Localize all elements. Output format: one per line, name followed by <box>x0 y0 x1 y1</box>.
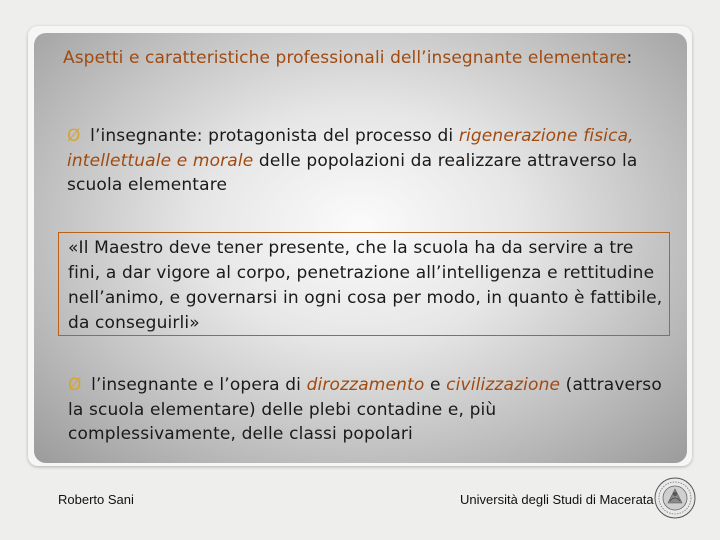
bullet-paragraph-2 <box>68 373 668 447</box>
slide-title-colon: : <box>626 48 633 68</box>
bullet1-text-after: delle popolazioni da realizzare attraverso la scuola elementare <box>67 150 638 195</box>
footer-author: Roberto Sani <box>58 492 134 507</box>
slide-title <box>63 46 663 70</box>
bullet2-text-b: e <box>424 375 447 395</box>
bullet2-text-c: (attraverso la scuola elementare) delle plebi contadine e, più complessivamente, delle classi popolari <box>68 375 662 444</box>
bullet2-emphasis-b: civilizzazione <box>446 375 561 395</box>
bullet1-emphasis: rigenerazione fisica, intellettuale e morale <box>67 126 634 171</box>
arrow-bullet-icon: Ø <box>67 126 81 146</box>
bullet2-emphasis-a: dirozzamento <box>306 375 425 395</box>
slide-title-text: Aspetti e caratteristiche professionali dell’insegnante elementare <box>63 48 627 68</box>
bullet1-text-before: l’insegnante: protagonista del processo di <box>84 126 459 146</box>
arrow-bullet-icon: Ø <box>68 375 82 395</box>
quote-box <box>58 232 670 336</box>
footer-institution: Università degli Studi di Macerata <box>460 492 654 507</box>
bullet-paragraph-1 <box>67 124 667 198</box>
quote-text: «Il Maestro deve tener presente, che la scuola ha da servire a tre fini, a dar vigore al corpo, penetrazione all’intelligenza e rettitudine nell’animo, e governarsi in ogni cosa per modo, in quanto è fattibile, da conseguirli» <box>68 238 663 333</box>
bullet2-text-a: l’insegnante e l’opera di <box>85 375 307 395</box>
university-seal-icon <box>654 477 696 519</box>
